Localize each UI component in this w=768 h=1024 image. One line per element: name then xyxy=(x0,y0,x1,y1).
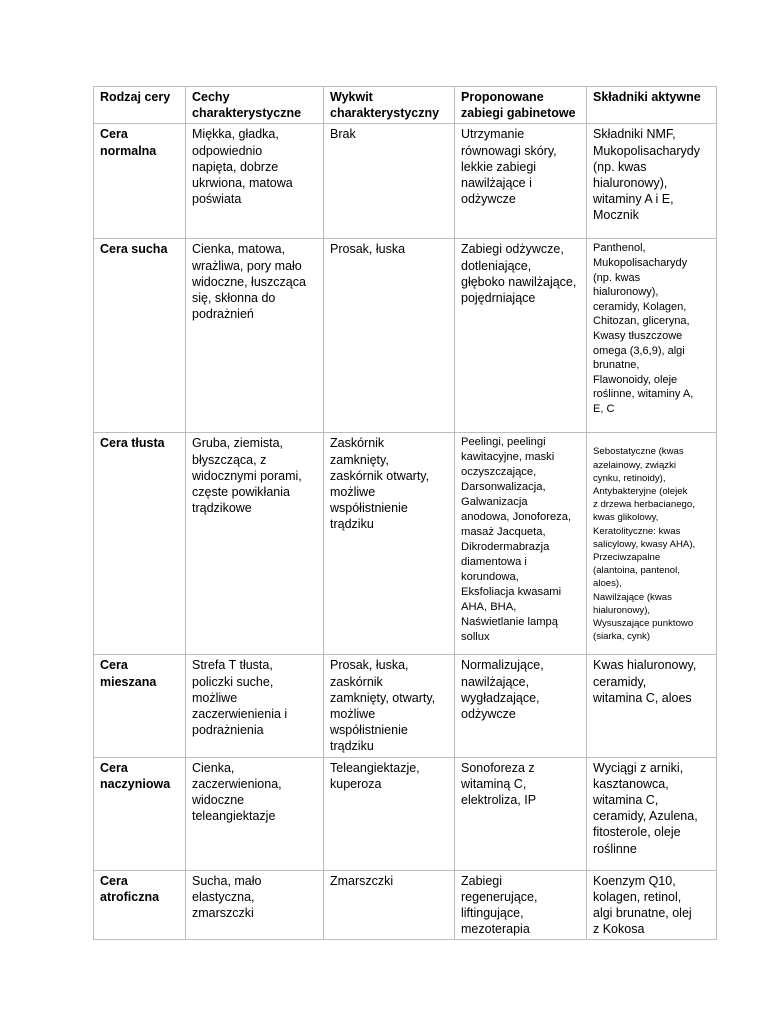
skin-type-cell: Cera sucha xyxy=(94,239,186,433)
features-cell: Cienka, matowa, wrażliwa, pory mało widoczne, łuszcząca się, skłonna do podrażnień xyxy=(186,239,324,433)
treatments-cell: Utrzymanie równowagi skóry, lekkie zabiegi nawilżające i odżywcze xyxy=(455,124,587,239)
features-cell: Cienka, zaczerwieniona, widoczne teleangiektazje xyxy=(186,757,324,870)
ingredients-cell: Wyciągi z arniki, kasztanowca, witamina C, ceramidy, Azulena, fitosterole, oleje roślinne xyxy=(587,757,717,870)
lesion-cell: Prosak, łuska, zaskórnik zamknięty, otwarty, możliwe współistnienie trądziku xyxy=(324,655,455,757)
table-row xyxy=(94,239,717,433)
table-row xyxy=(94,757,717,870)
skin-type-cell: Cera tłusta xyxy=(94,433,186,655)
skin-type-cell: Cera naczyniowa xyxy=(94,757,186,870)
table-row xyxy=(94,655,717,757)
skin-type-cell: Cera atroficzna xyxy=(94,870,186,940)
header-treatments: Proponowane zabiegi gabinetowe xyxy=(455,87,587,124)
lesion-cell: Teleangiektazje, kuperoza xyxy=(324,757,455,870)
features-cell: Strefa T tłusta, policzki suche, możliwe zaczerwienienia i podrażnienia xyxy=(186,655,324,757)
skin-types-table xyxy=(93,86,717,940)
header-skin-type: Rodzaj cery xyxy=(94,87,186,124)
treatments-cell: Peelingi, peelingi kawitacyjne, maski oczyszczające, Darsonwalizacja, Galwanizacja anodowa, Jonoforeza, masaż Jacqueta, Dikrodermabrazja diamentowa i korundowa, Eksfoliacja kwasami AHA, BHA, Naświetlanie lampą sollux xyxy=(455,433,587,655)
ingredients-cell: Kwas hialuronowy, ceramidy, witamina C, aloes xyxy=(587,655,717,757)
treatments-cell: Sonoforeza z witaminą C, elektroliza, IP xyxy=(455,757,587,870)
table-row xyxy=(94,124,717,239)
table-row xyxy=(94,433,717,655)
lesion-cell: Prosak, łuska xyxy=(324,239,455,433)
treatments-cell: Zabiegi odżywcze, dotleniające, głęboko nawilżające, pojędrniające xyxy=(455,239,587,433)
table-row xyxy=(94,870,717,940)
ingredients-cell: Panthenol, Mukopolisacharydy (np. kwas hialuronowy), ceramidy, Kolagen, Chitozan, gliceryna, Kwasy tłuszczowe omega (3,6,9), algi brunatne, Flawonoidy, oleje roślinne, witaminy A, E, C xyxy=(587,239,717,433)
header-lesion: Wykwit charakterystyczny xyxy=(324,87,455,124)
treatments-cell: Normalizujące, nawilżające, wygładzające, odżywcze xyxy=(455,655,587,757)
features-cell: Gruba, ziemista, błyszcząca, z widocznymi porami, częste powikłania trądzikowe xyxy=(186,433,324,655)
table-header-row xyxy=(94,87,717,124)
lesion-cell: Brak xyxy=(324,124,455,239)
lesion-cell: Zaskórnik zamknięty, zaskórnik otwarty, możliwe współistnienie trądziku xyxy=(324,433,455,655)
skin-type-cell: Cera mieszana xyxy=(94,655,186,757)
skin-type-cell: Cera normalna xyxy=(94,124,186,239)
features-cell: Sucha, mało elastyczna, zmarszczki xyxy=(186,870,324,940)
treatments-cell: Zabiegi regenerujące, liftingujące, mezoterapia xyxy=(455,870,587,940)
ingredients-cell: Koenzym Q10, kolagen, retinol, algi brunatne, olej z Kokosa xyxy=(587,870,717,940)
header-ingredients: Składniki aktywne xyxy=(587,87,717,124)
header-features: Cechy charakterystyczne xyxy=(186,87,324,124)
features-cell: Miękka, gładka, odpowiednio napięta, dobrze ukrwiona, matowa poświata xyxy=(186,124,324,239)
lesion-cell: Zmarszczki xyxy=(324,870,455,940)
ingredients-cell: Sebostatyczne (kwas azelainowy, związki cynku, retinoidy), Antybakteryjne (olejek z drzewa herbacianego, kwas glikolowy, Keratolityczne: kwas salicylowy, kwasy AHA), Przeciwzapalne (alantoina, pantenol, aloes), Nawilżające (kwas hialuronowy), Wysuszające punktowo (siarka, cynk) xyxy=(587,433,717,655)
ingredients-cell: Składniki NMF, Mukopolisacharydy (np. kwas hialuronowy), witaminy A i E, Mocznik xyxy=(587,124,717,239)
